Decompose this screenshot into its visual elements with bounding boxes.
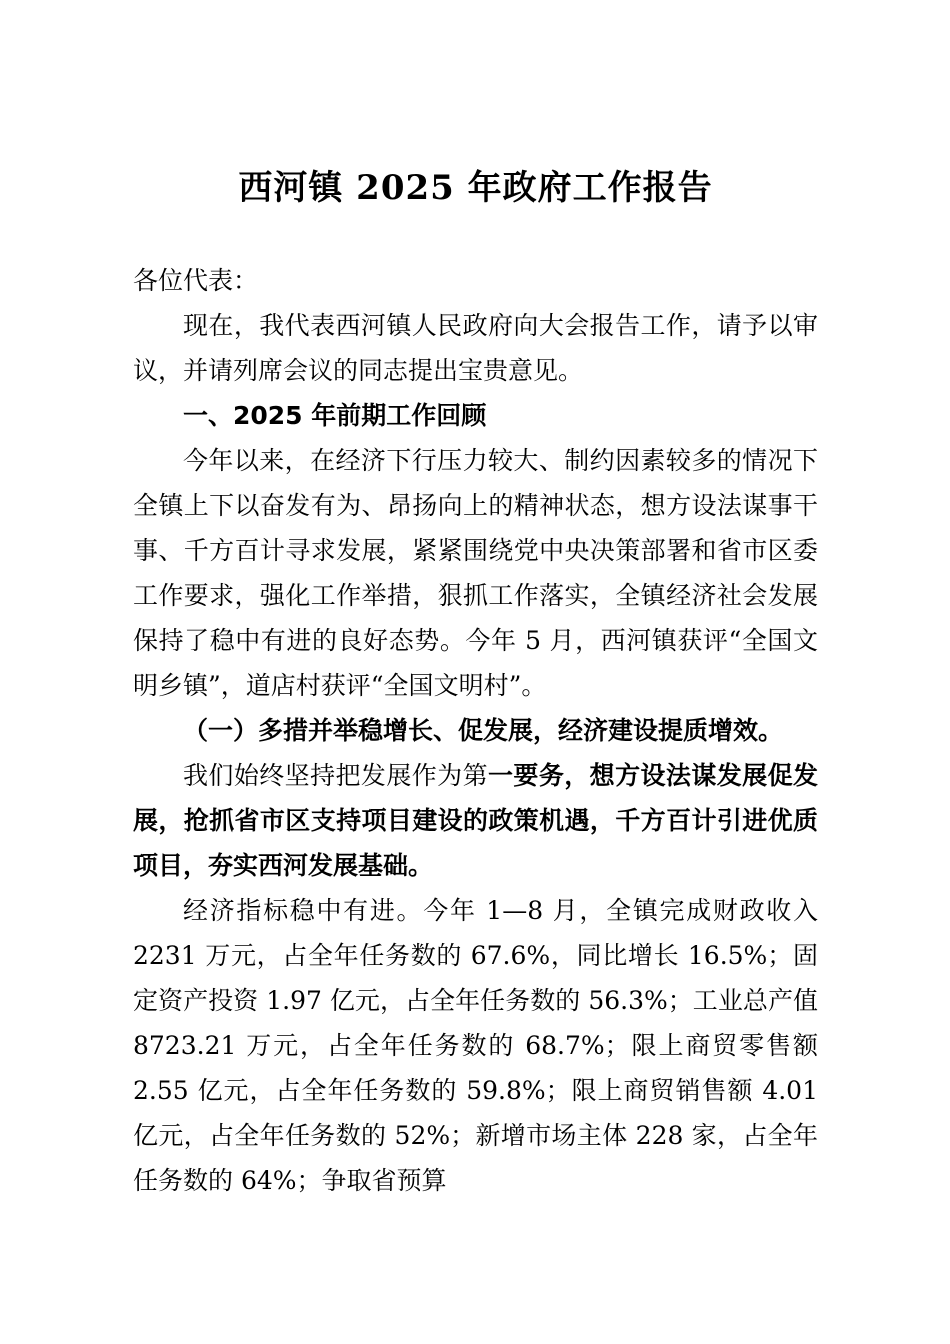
paragraph-economic-indicators: 经济指标稳中有进。今年 1—8 月，全镇完成财政收入 2231 万元，占全年任务数的 67.6%，同比增长 16.5%；固定资产投资 1.97 亿元，占全年任务数的 56.3%；工业总产值 8723.21 万元，占全年任务数的 68.7%；限上商贸零售额 2.55 亿元，占全年任务数的 59.8%；限上商贸销售额 4.01 亿元，占全年任务数的 52%；新增市场主体 228 家，占全年任务数的 64%；争取省预算 xyxy=(133,896,818,1195)
paragraph-overview: 今年以来，在经济下行压力较大、制约因素较多的情况下全镇上下以奋发有为、昂扬向上的精神状态，想方设法谋事干事、千方百计寻求发展，紧紧围绕党中央决策部署和省市区委工作要求，强化工作举措，狠抓工作落实，全镇经济社会发展保持了稳中有进的良好态势。今年 5 月，西河镇获评“全国文明乡镇”，道店村获评“全国文明村”。 xyxy=(133,446,818,700)
section-heading-work-review: 一、2025 年前期工作回顾 xyxy=(183,401,487,430)
paragraph-development-regular-text: 我们始终坚持把发展作为第 xyxy=(183,761,488,790)
salutation: 各位代表： xyxy=(133,266,259,295)
subsection-heading-economic-construction: （一）多措并举稳增长、促发展，经济建设提质增效。 xyxy=(183,716,784,745)
paragraph-intro: 现在，我代表西河镇人民政府向大会报告工作，请予以审议，并请列席会议的同志提出宝贵意见。 xyxy=(133,311,818,385)
paragraph-development xyxy=(133,753,818,888)
document-title: 西河镇 2025 年政府工作报告 xyxy=(238,168,713,208)
paragraph-development-bold-text: 一要务，想方设法谋发展促发展，抢抓省市区支持项目建设的政策机遇，千方百计引进优质项目，夯实西河发展基础。 xyxy=(133,761,818,880)
